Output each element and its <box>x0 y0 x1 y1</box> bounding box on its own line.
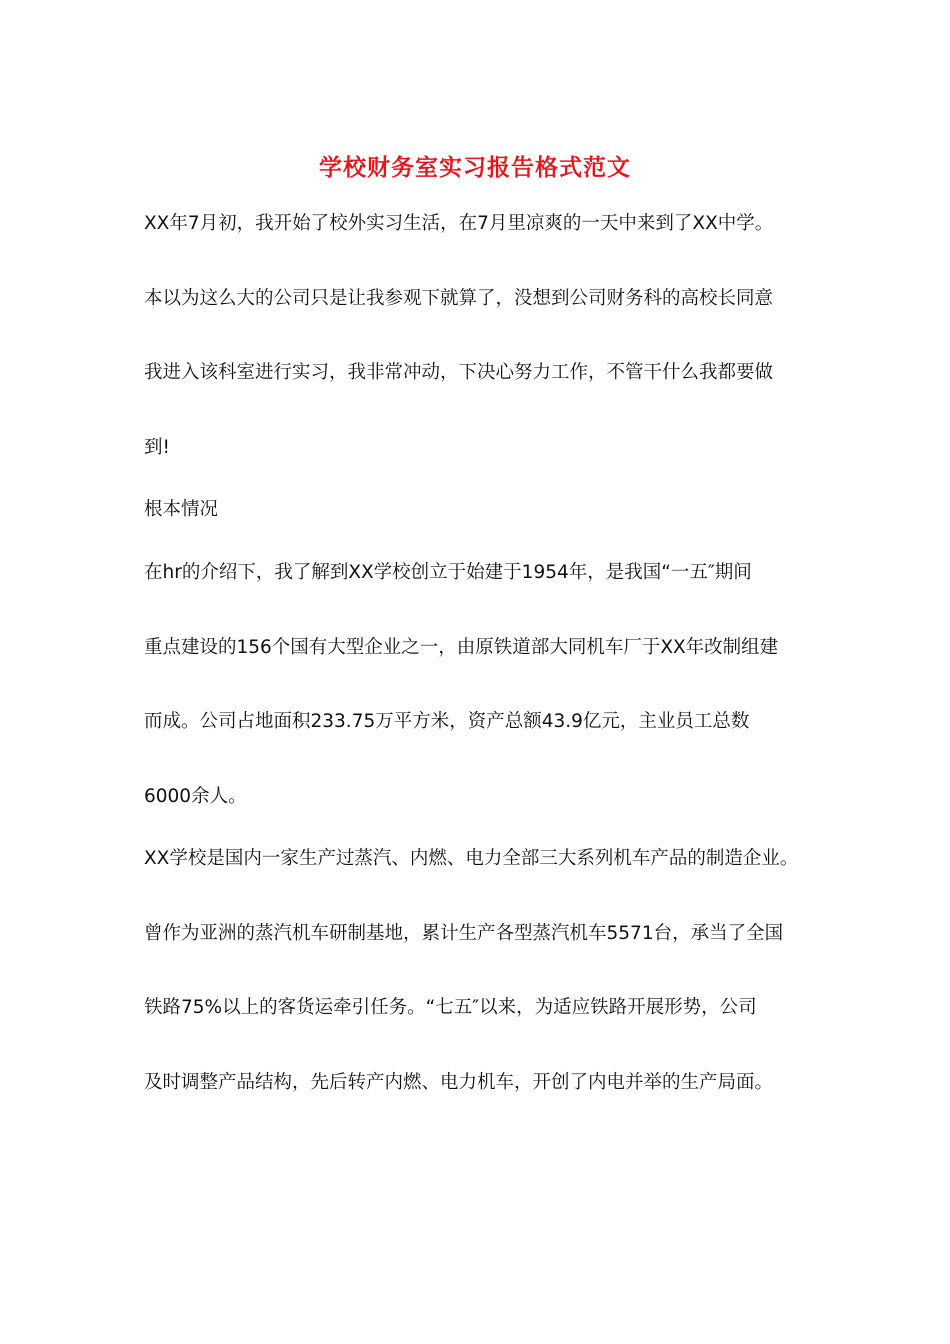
paragraph-line: 在hr的介绍下，我了解到XX学校创立于始建于1954年，是我国“一五″期间 <box>144 562 752 583</box>
paragraph-line: 我进入该科室进行实习，我非常冲动，下决心努力工作，不管干什么我都要做 <box>144 362 774 383</box>
paragraph-line: 及时调整产品结构，先后转产内燃、电力机车，开创了内电并举的生产局面。 <box>144 1072 774 1093</box>
paragraph-line: 铁路75%以上的客货运牵引任务。“七五″以来，为适应铁路开展形势，公司 <box>144 997 757 1018</box>
document-title: 学校财务室实习报告格式范文 <box>319 154 631 181</box>
paragraph-line: 6000余人。 <box>144 786 247 807</box>
paragraph-line: 重点建设的156个国有大型企业之一，由原铁道部大同机车厂于XX年改制组建 <box>144 637 779 658</box>
paragraph-line: 到! <box>144 437 170 458</box>
paragraph-line: 曾作为亚洲的蒸汽机车研制基地，累计生产各型蒸汽机车5571台，承当了全国 <box>144 923 784 944</box>
section-heading: 根本情况 <box>144 499 219 520</box>
paragraph-line: 本以为这么大的公司只是让我参观下就算了，没想到公司财务科的高校长同意 <box>144 288 774 309</box>
paragraph-line: XX年7月初，我开始了校外实习生活，在7月里凉爽的一天中来到了XX中学。 <box>144 213 774 234</box>
paragraph-line: 而成。公司占地面积233.75万平方米，资产总额43.9亿元，主业员工总数 <box>144 711 750 732</box>
paragraph-line: XX学校是国内一家生产过蒸汽、内燃、电力全部三大系列机车产品的制造企业。 <box>144 848 799 869</box>
